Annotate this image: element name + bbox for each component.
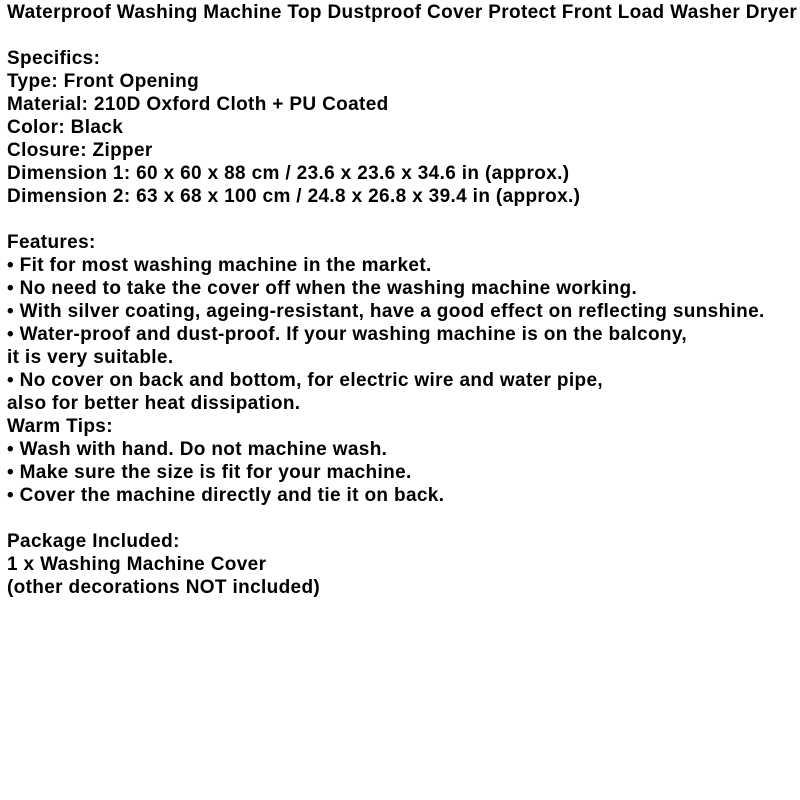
warm-tip-item: • Wash with hand. Do not machine wash. xyxy=(7,439,388,460)
product-description-text xyxy=(7,1,800,599)
spec-dimension-2: Dimension 2: 63 x 68 x 100 cm / 24.8 x 26.8 x 39.4 in (approx.) xyxy=(7,186,581,207)
package-item: 1 x Washing Machine Cover xyxy=(7,554,267,575)
spacer xyxy=(7,24,800,47)
specifics-heading: Specifics: xyxy=(7,48,101,69)
features-heading: Features: xyxy=(7,232,96,253)
product-title: Waterproof Washing Machine Top Dustproof Cover Protect Front Load Washer Dryer xyxy=(7,2,798,23)
feature-item: • No cover on back and bottom, for electric wire and water pipe, xyxy=(7,370,604,391)
warm-tip-item: • Cover the machine directly and tie it on back. xyxy=(7,485,445,506)
package-note: (other decorations NOT included) xyxy=(7,577,321,598)
features-section xyxy=(7,231,800,415)
spec-color: Color: Black xyxy=(7,117,124,138)
spec-dimension-1: Dimension 1: 60 x 60 x 88 cm / 23.6 x 23.6 x 34.6 in (approx.) xyxy=(7,163,570,184)
package-included-section xyxy=(7,530,800,599)
spacer xyxy=(7,208,800,231)
feature-item-continuation: also for better heat dissipation. xyxy=(7,393,301,414)
warm-tips-heading: Warm Tips: xyxy=(7,416,113,437)
spec-closure: Closure: Zipper xyxy=(7,140,153,161)
spec-material: Material: 210D Oxford Cloth + PU Coated xyxy=(7,94,389,115)
warm-tip-item: • Make sure the size is fit for your machine. xyxy=(7,462,412,483)
feature-item-continuation: it is very suitable. xyxy=(7,347,174,368)
spacer xyxy=(7,507,800,530)
warm-tips-section xyxy=(7,415,800,507)
feature-item: • Water-proof and dust-proof. If your washing machine is on the balcony, xyxy=(7,324,687,345)
specifics-section xyxy=(7,47,800,208)
feature-item: • With silver coating, ageing-resistant, have a good effect on reflecting sunshine. xyxy=(7,301,765,322)
spec-type: Type: Front Opening xyxy=(7,71,200,92)
package-included-heading: Package Included: xyxy=(7,531,180,552)
feature-item: • No need to take the cover off when the washing machine working. xyxy=(7,278,638,299)
feature-item: • Fit for most washing machine in the market. xyxy=(7,255,432,276)
